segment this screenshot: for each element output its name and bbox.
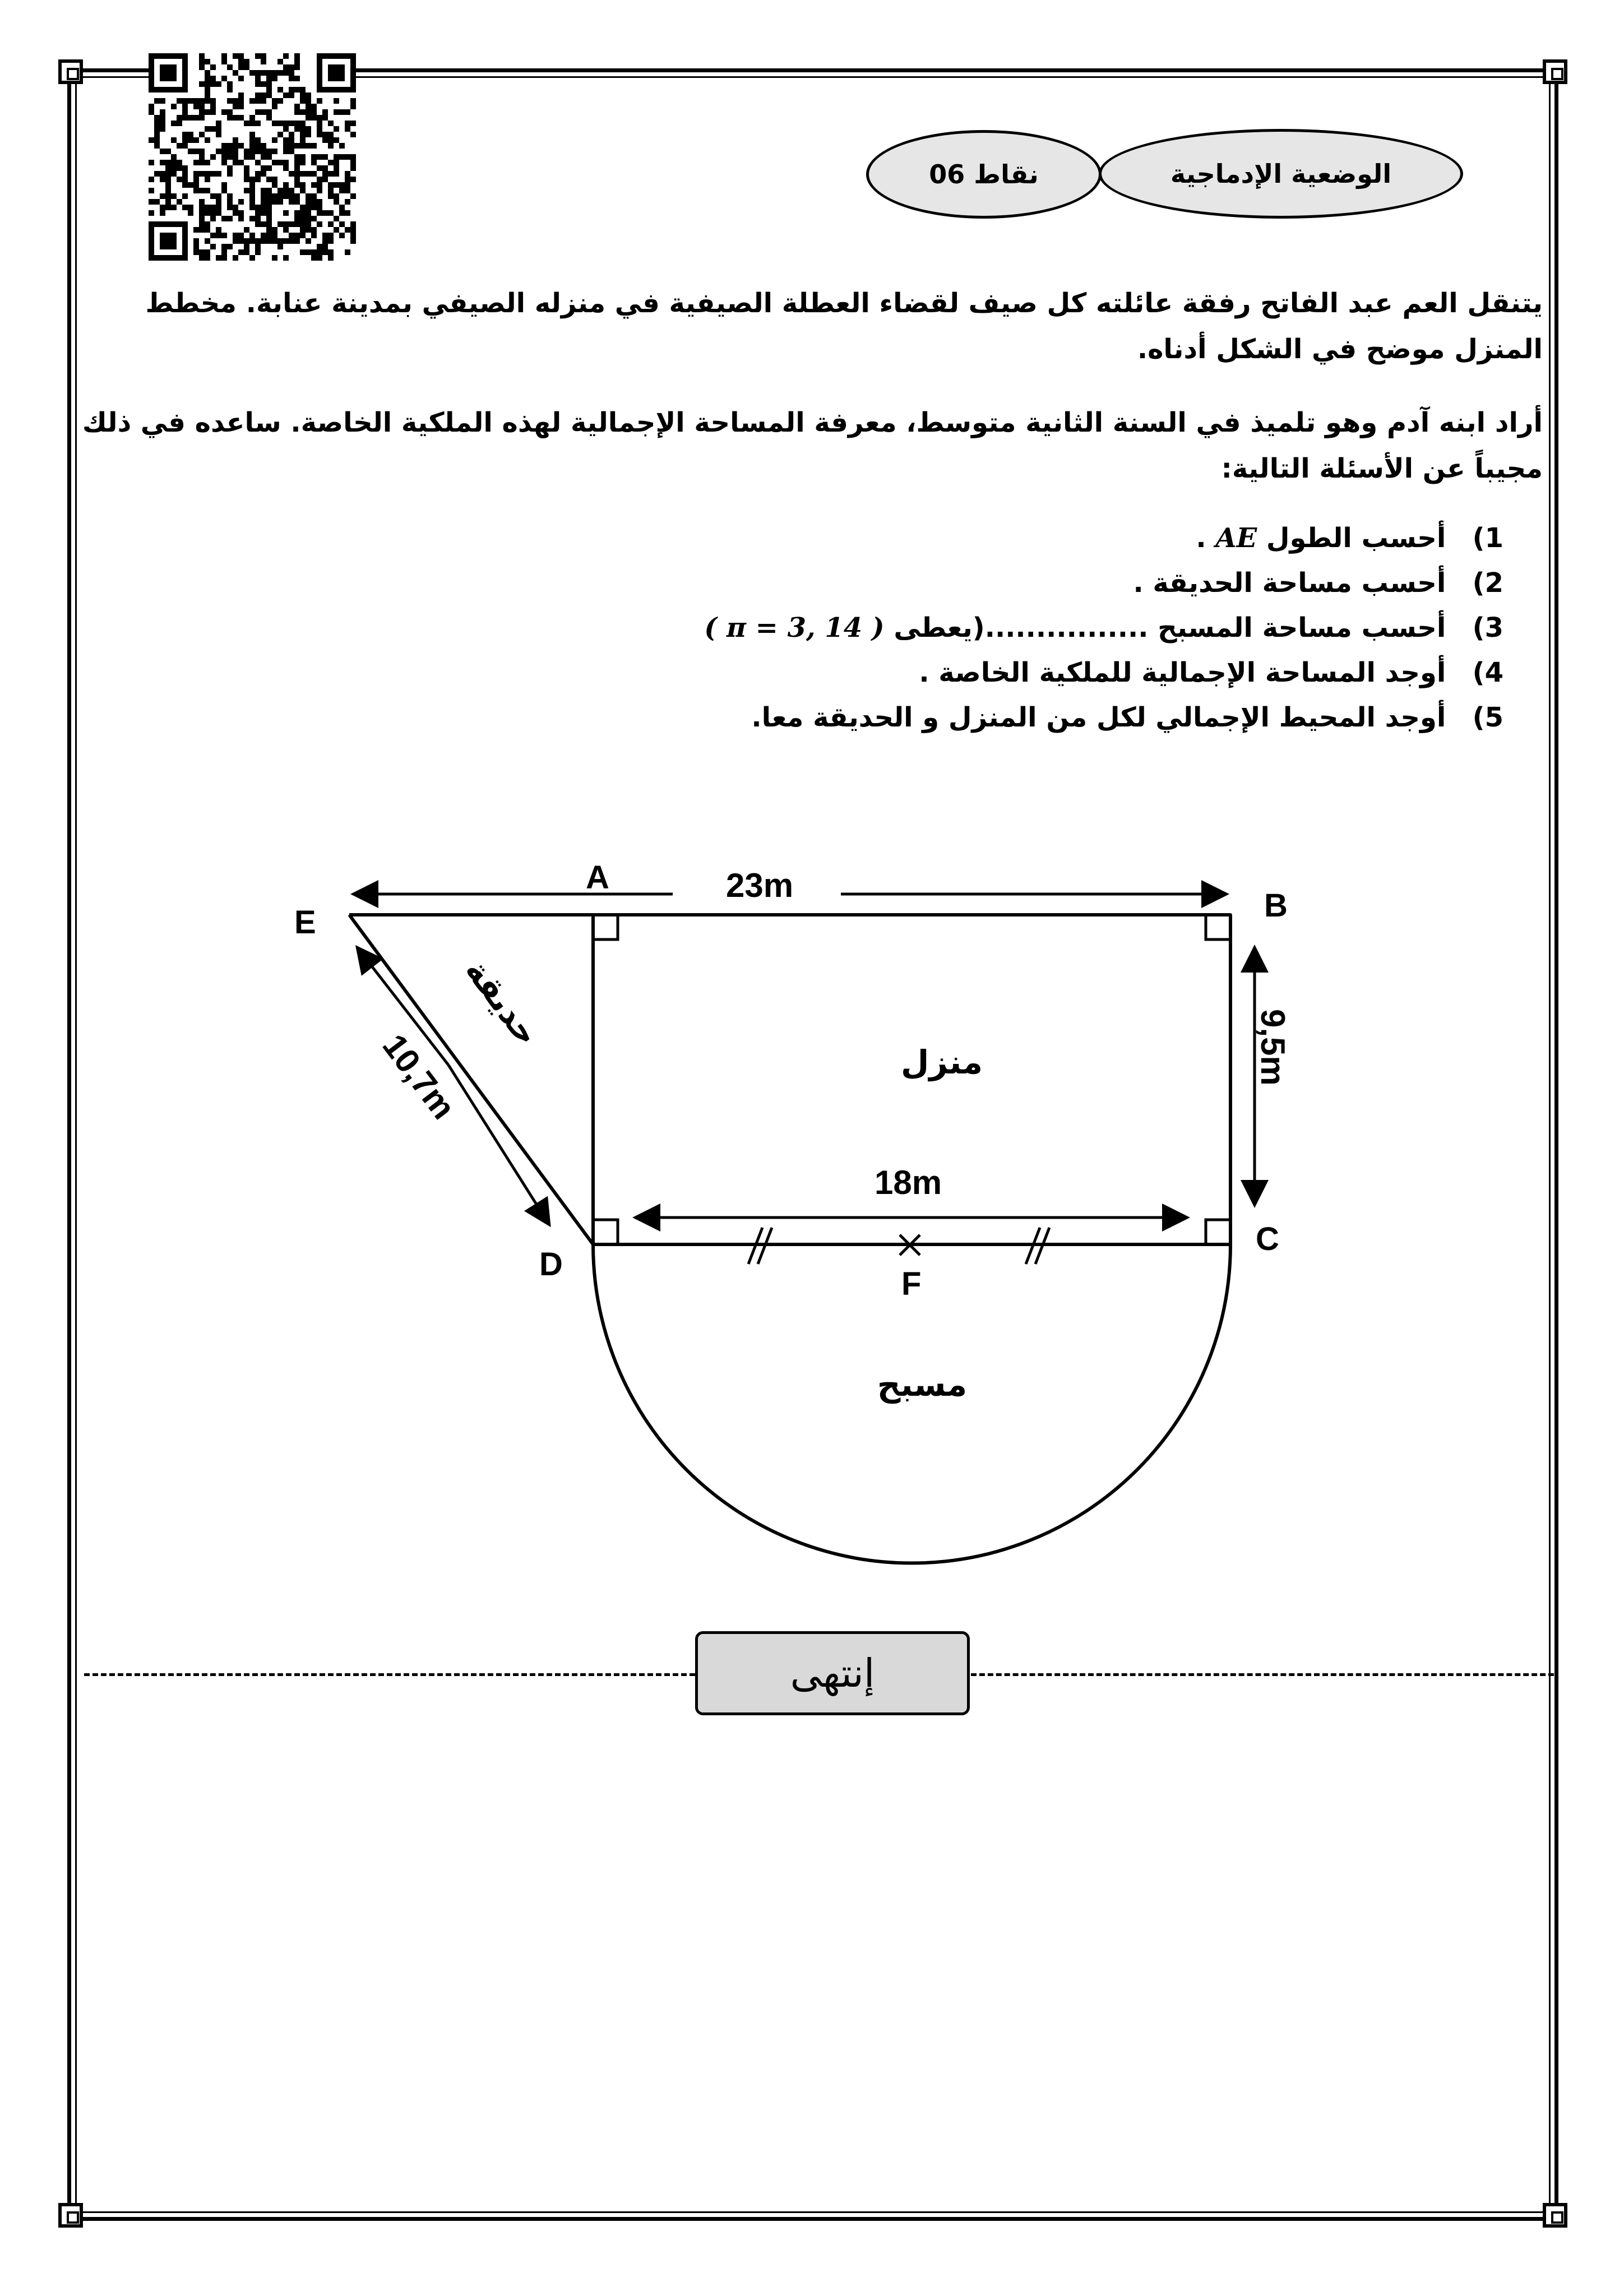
title-cloud-text: الوضعية الإدماجية <box>1170 159 1392 189</box>
question-2: 2) أحسب مساحة الحديقة . <box>1133 567 1503 599</box>
length-eb-label: 23m <box>726 867 794 904</box>
house-label: منزل <box>901 1044 983 1081</box>
end-banner-text: إنتهى <box>790 1650 875 1696</box>
garden-label: حديقة <box>458 952 546 1053</box>
divider-left <box>84 1673 695 1676</box>
right-angle-c <box>1206 1220 1230 1244</box>
right-angle-d <box>593 1220 618 1244</box>
right-angle-a <box>593 915 618 939</box>
right-angle-b <box>1206 915 1230 939</box>
point-d-label: D <box>539 1246 563 1283</box>
intro-paragraph: يتنقل العم عبد الفاتح رفقة عائلته كل صيف لقضاء العطلة الصيفية في منزله الصيفي بمدينة عنابة. مخطط المنزل موضح في الشكل أدناه. <box>145 288 1543 365</box>
point-c-label: C <box>1256 1221 1279 1257</box>
length-bc-label: 9,5m <box>1254 1009 1292 1086</box>
length-ed-label: 10,7m <box>375 1027 463 1126</box>
question-5: 5) أوجد المحيط الإجمالي لكل من المنزل و الحديقة معا. <box>751 702 1503 733</box>
divider-right <box>971 1673 1554 1676</box>
point-e-label: E <box>294 904 316 941</box>
question-4: 4) أوجد المساحة الإجمالية للملكية الخاصة . <box>919 657 1503 688</box>
points-cloud-text: 06 نقاط <box>929 159 1039 189</box>
task-paragraph: أراد ابنه آدم وهو تلميذ في السنة الثانية متوسط، معرفة المساحة الإجمالية لهذه الملكية الخاصة. ساعده في ذلك مجيباً عن الأسئلة التالية: <box>82 407 1543 484</box>
point-f-label: F <box>901 1266 922 1302</box>
end-banner <box>695 1631 970 1715</box>
dim-arrow-ed-down <box>448 1065 549 1225</box>
point-b-label: B <box>1264 887 1288 924</box>
question-3: 3) أحسب مساحة المسبح ................(يعطى ( π = 3, 14 ) <box>704 612 1503 644</box>
point-a-label: A <box>586 859 609 896</box>
question-1: 1) أحسب الطول AE . <box>1196 522 1503 554</box>
pool-label: مسبح <box>877 1367 968 1403</box>
length-dc-label: 18m <box>875 1164 942 1201</box>
